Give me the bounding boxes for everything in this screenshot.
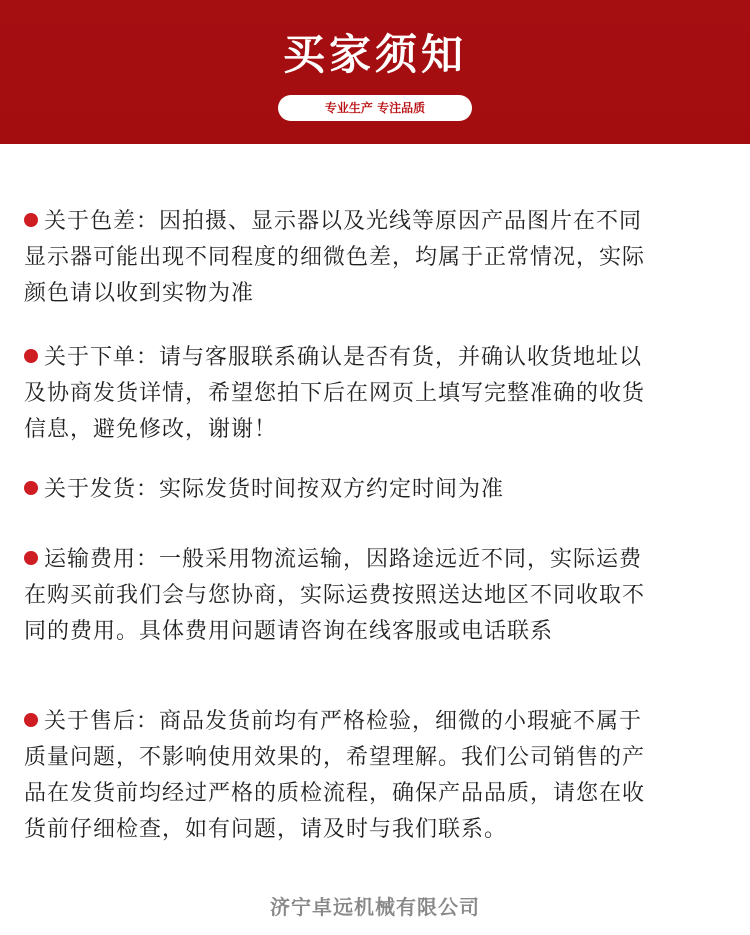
section-text: 关于下单：请与客服联系确认是否有货，并确认收货地址以 xyxy=(44,345,643,370)
section-line xyxy=(24,472,728,508)
bullet-icon xyxy=(24,349,38,363)
section-line xyxy=(24,542,728,578)
bullet-icon xyxy=(24,551,38,565)
company-name: 济宁卓远机械有限公司 xyxy=(270,895,480,919)
section-ordering xyxy=(24,340,728,448)
section-line: 信息，避免修改，谢谢！ xyxy=(24,417,278,442)
section-line: 同的费用。具体费用问题请咨询在线客服或电话联系 xyxy=(24,619,554,644)
section-text: 运输费用：一般采用物流运输，因路途远近不同，实际运费 xyxy=(44,547,643,572)
section-freight xyxy=(24,542,728,650)
section-line: 质量问题，不影响使用效果的，希望理解。我们公司销售的产 xyxy=(24,745,646,770)
section-shipping xyxy=(24,472,728,508)
section-line: 颜色请以收到实物为准 xyxy=(24,281,255,306)
header-banner xyxy=(0,0,750,144)
section-line xyxy=(24,340,728,376)
section-text: 关于色差：因拍摄、显示器以及光线等原因产品图片在不同 xyxy=(44,209,643,234)
section-line: 货前仔细检查，如有问题，请及时与我们联系。 xyxy=(24,817,508,842)
section-line xyxy=(24,704,728,740)
section-color-difference xyxy=(24,204,728,312)
subtitle-badge: 专业生产 专注品质 xyxy=(278,95,472,121)
section-after-sales xyxy=(24,704,728,848)
bullet-icon xyxy=(24,713,38,727)
bullet-icon xyxy=(24,481,38,495)
section-line: 及协商发货详情，希望您拍下后在网页上填写完整准确的收货 xyxy=(24,381,646,406)
section-line: 品在发货前均经过严格的质检流程，确保产品品质，请您在收 xyxy=(24,781,646,806)
section-line: 在购买前我们会与您协商，实际运费按照送达地区不同收取不 xyxy=(24,583,646,608)
section-text: 关于发货：实际发货时间按双方约定时间为准 xyxy=(44,477,505,502)
section-line xyxy=(24,204,728,240)
section-text: 关于售后：商品发货前均有严格检验，细微的小瑕疵不属于 xyxy=(44,709,643,734)
page-title: 买家须知 xyxy=(282,30,467,79)
section-line: 显示器可能出现不同程度的细微色差，均属于正常情况，实际 xyxy=(24,245,646,270)
bullet-icon xyxy=(24,213,38,227)
